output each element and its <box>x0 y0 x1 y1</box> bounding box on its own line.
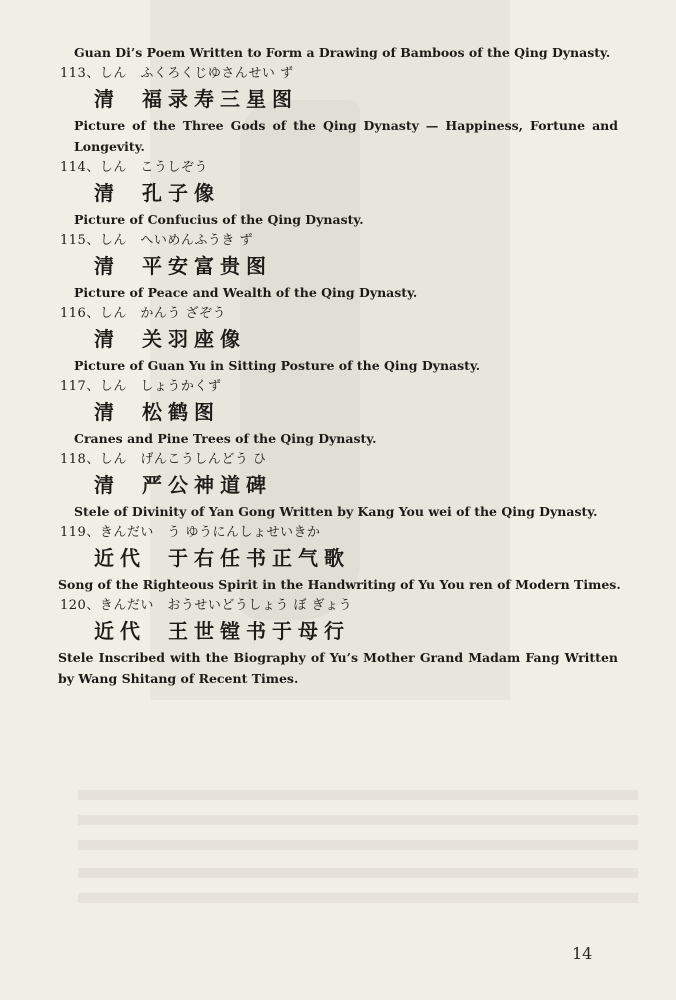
entry-title: 严公神道碑 <box>142 473 272 497</box>
entry-era: 清 <box>94 473 120 497</box>
entry-chinese-title <box>58 251 618 282</box>
entry-kana: 118、しん げんこうしんどう ひ <box>60 452 267 467</box>
catalog-entry <box>58 230 618 303</box>
entry-title: 孔子像 <box>142 181 220 205</box>
entry-chinese-title <box>58 616 618 647</box>
entry-title: 关羽座像 <box>142 327 246 351</box>
entry-era: 清 <box>94 327 120 351</box>
entry-english-caption: Stele of Divinity of Yan Gong Written by Kang You wei of the Qing Dynasty. <box>74 504 598 519</box>
entry-english-caption: Cranes and Pine Trees of the Qing Dynasty. <box>74 431 377 446</box>
entry-chinese-title <box>58 324 618 355</box>
entry-era: 清 <box>94 87 120 111</box>
entry-english-caption: Song of the Righteous Spirit in the Handwriting of Yu You ren of Modern Times. <box>58 577 621 592</box>
entry-english-caption: Stele Inscribed with the Biography of Yu’s Mother Grand Madam Fang Written by Wang Shitang of Recent Times. <box>58 650 618 686</box>
entry-title: 王世镗书于母行 <box>168 619 350 643</box>
entry-era: 近代 <box>94 619 146 643</box>
catalog-list <box>58 42 621 689</box>
entry-kana: 117、しん しょうかくず <box>60 379 222 394</box>
entry-kana: 119、きんだい う ゆうにんしょせいきか <box>60 525 321 540</box>
entry-kana: 114、しん こうしぞう <box>60 160 208 175</box>
entry-title: 平安富贵图 <box>142 254 272 278</box>
entry-english-caption: Picture of the Three Gods of the Qing Dynasty — Happiness, Fortune and Longevity. <box>74 118 618 154</box>
entry-era: 近代 <box>94 546 146 570</box>
intro-caption: Guan Di’s Poem Written to Form a Drawing of Bamboos of the Qing Dynasty. <box>74 45 611 60</box>
entry-era: 清 <box>94 400 120 424</box>
entry-chinese-title <box>58 470 618 501</box>
entry-chinese-title <box>58 397 618 428</box>
page-number: 14 <box>572 944 593 963</box>
catalog-entry <box>58 449 618 522</box>
bleed-through-line <box>78 868 638 878</box>
bleed-through-line <box>78 893 638 903</box>
entry-chinese-title <box>58 543 618 574</box>
entry-kana: 115、しん へいめんふうき ず <box>60 233 253 248</box>
entry-era: 清 <box>94 254 120 278</box>
entry-title: 于右任书正气歌 <box>168 546 350 570</box>
entry-english-caption: Picture of Confucius of the Qing Dynasty. <box>74 212 364 227</box>
entry-english-caption: Picture of Guan Yu in Sitting Posture of the Qing Dynasty. <box>74 358 481 373</box>
catalog-entry <box>58 595 618 689</box>
catalog-entry <box>58 157 618 230</box>
catalog-entry <box>58 63 618 157</box>
entry-english-caption: Picture of Peace and Wealth of the Qing Dynasty. <box>74 285 418 300</box>
catalog-entry <box>58 376 618 449</box>
entry-title: 福录寿三星图 <box>142 87 298 111</box>
entry-kana: 120、きんだい おうせいどうしょう ぼ ぎょう <box>60 598 353 613</box>
catalog-entry <box>58 303 618 376</box>
bleed-through-line <box>78 790 638 800</box>
entry-kana: 116、しん かんう ざぞう <box>60 306 226 321</box>
catalog-entry <box>58 522 621 595</box>
entry-chinese-title <box>58 178 618 209</box>
entry-kana: 113、しん ふくろくじゆさんせい ず <box>60 66 294 81</box>
bleed-through-line <box>78 840 638 850</box>
entry-era: 清 <box>94 181 120 205</box>
entry-chinese-title <box>58 84 618 115</box>
entry-title: 松鹤图 <box>142 400 220 424</box>
bleed-through-line <box>78 815 638 825</box>
